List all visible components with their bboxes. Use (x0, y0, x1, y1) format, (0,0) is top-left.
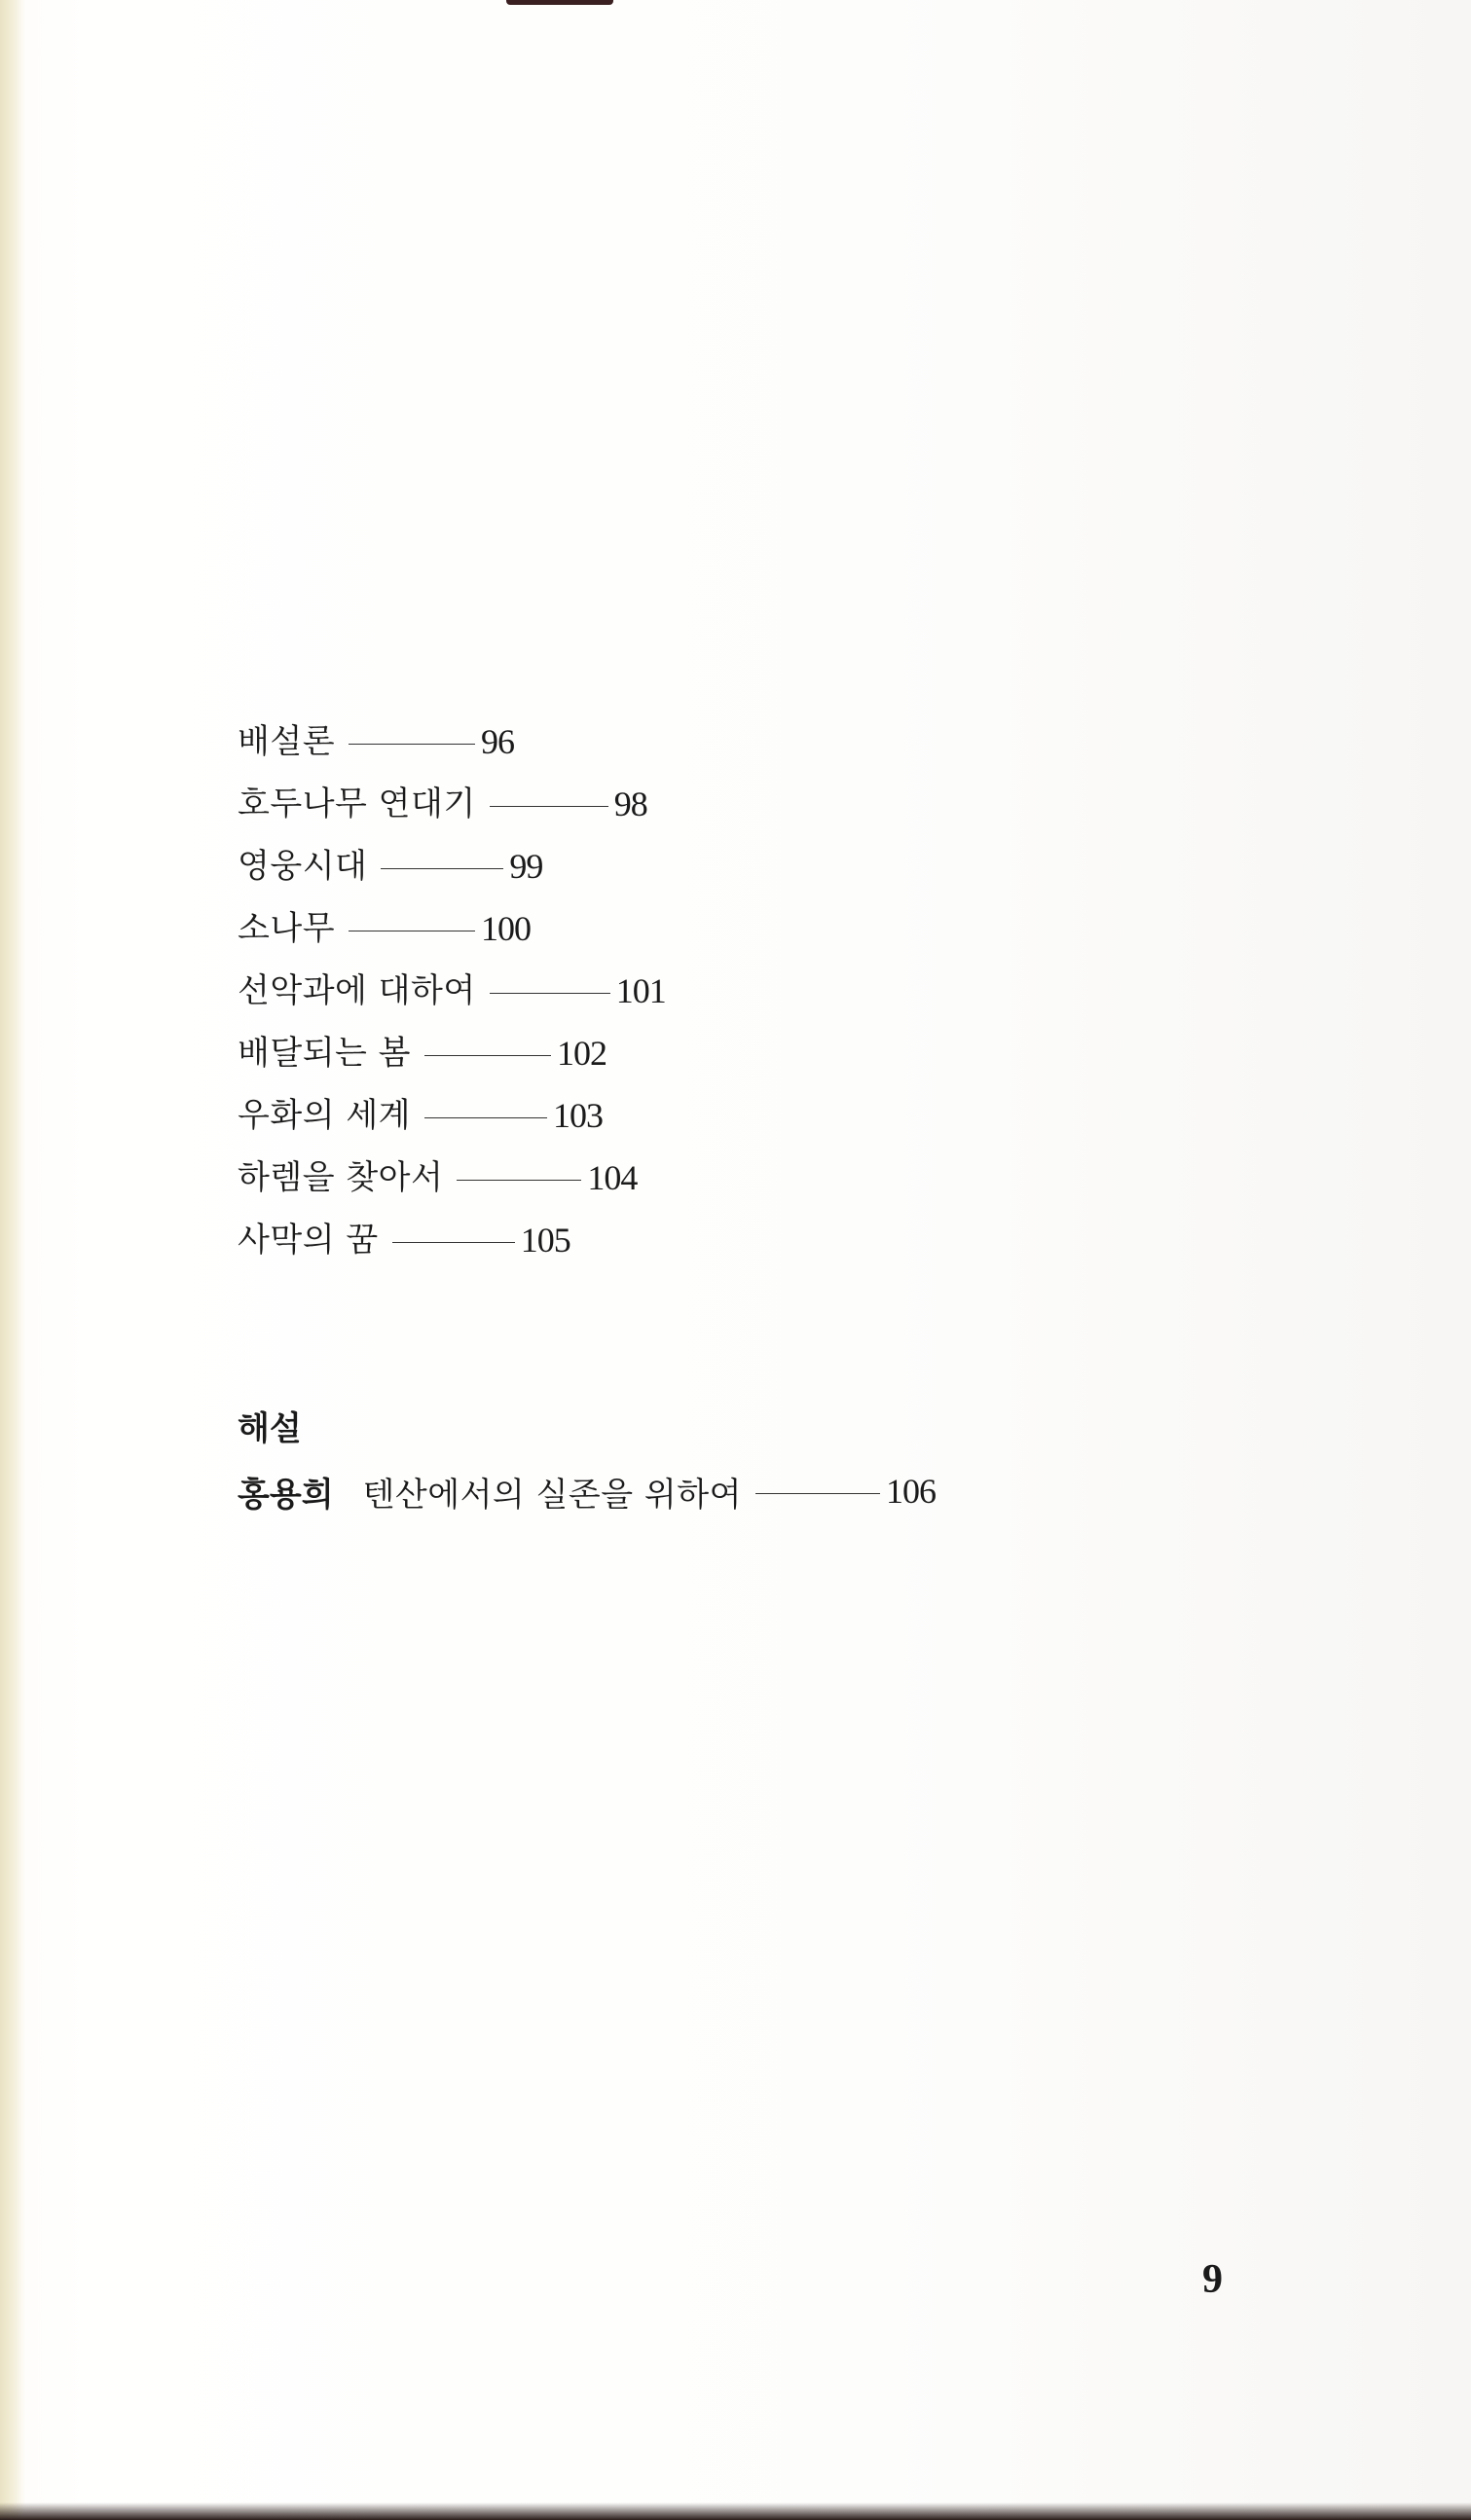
toc-entry (238, 1209, 666, 1271)
commentary-title: 텐산에서의 실존을 위하여 (362, 1475, 742, 1515)
toc-entry-page: 102 (557, 1034, 607, 1073)
toc-entry (238, 711, 666, 773)
toc-leader-line (490, 806, 608, 807)
toc-entry-page: 98 (613, 785, 647, 823)
toc-entry-page: 101 (615, 971, 666, 1010)
toc-entry (238, 1022, 666, 1084)
table-of-contents (238, 711, 666, 1271)
toc-entry-page: 100 (481, 909, 532, 948)
top-edge-mark (506, 0, 613, 5)
toc-leader-line (457, 1180, 581, 1181)
commentary-author: 홍용희 (238, 1475, 334, 1515)
toc-leader-line (490, 993, 610, 994)
toc-entry-title: 영웅시대 (238, 847, 368, 886)
toc-entry (238, 773, 666, 835)
toc-leader-line (755, 1493, 880, 1494)
toc-leader-line (381, 868, 503, 869)
toc-leader-line (349, 744, 475, 745)
toc-entry-page: 105 (520, 1221, 570, 1260)
toc-leader-line (392, 1242, 515, 1243)
toc-entry-title: 호두나무 연대기 (238, 785, 476, 823)
toc-entry-title: 사막의 꿈 (238, 1221, 379, 1260)
toc-entry-page: 104 (587, 1158, 638, 1197)
toc-entry-title: 우화의 세계 (238, 1096, 412, 1135)
toc-entry-title: 배달되는 봄 (238, 1034, 412, 1073)
toc-entry-title: 소나무 (238, 909, 336, 948)
toc-entry (238, 960, 666, 1022)
toc-entry (238, 1147, 666, 1209)
toc-entry-title: 하렘을 찾아서 (238, 1158, 444, 1197)
page-number: 9 (1202, 2257, 1223, 2302)
commentary-entry (238, 1460, 936, 1522)
toc-entry (238, 1084, 666, 1147)
toc-entry-page: 96 (481, 722, 515, 761)
toc-entry (238, 897, 666, 960)
toc-entry-page: 103 (553, 1096, 604, 1135)
page-binding-edge (0, 0, 25, 2520)
commentary-heading: 해설 (238, 1409, 302, 1448)
toc-entry-title: 선악과에 대하여 (238, 971, 476, 1010)
toc-entry (238, 835, 666, 897)
commentary-page: 106 (885, 1472, 936, 1511)
page-bottom-edge (0, 2502, 1471, 2520)
toc-leader-line (424, 1055, 551, 1056)
toc-entry-page: 99 (509, 847, 543, 886)
toc-entry-title: 배설론 (238, 722, 336, 761)
toc-leader-line (424, 1117, 547, 1118)
